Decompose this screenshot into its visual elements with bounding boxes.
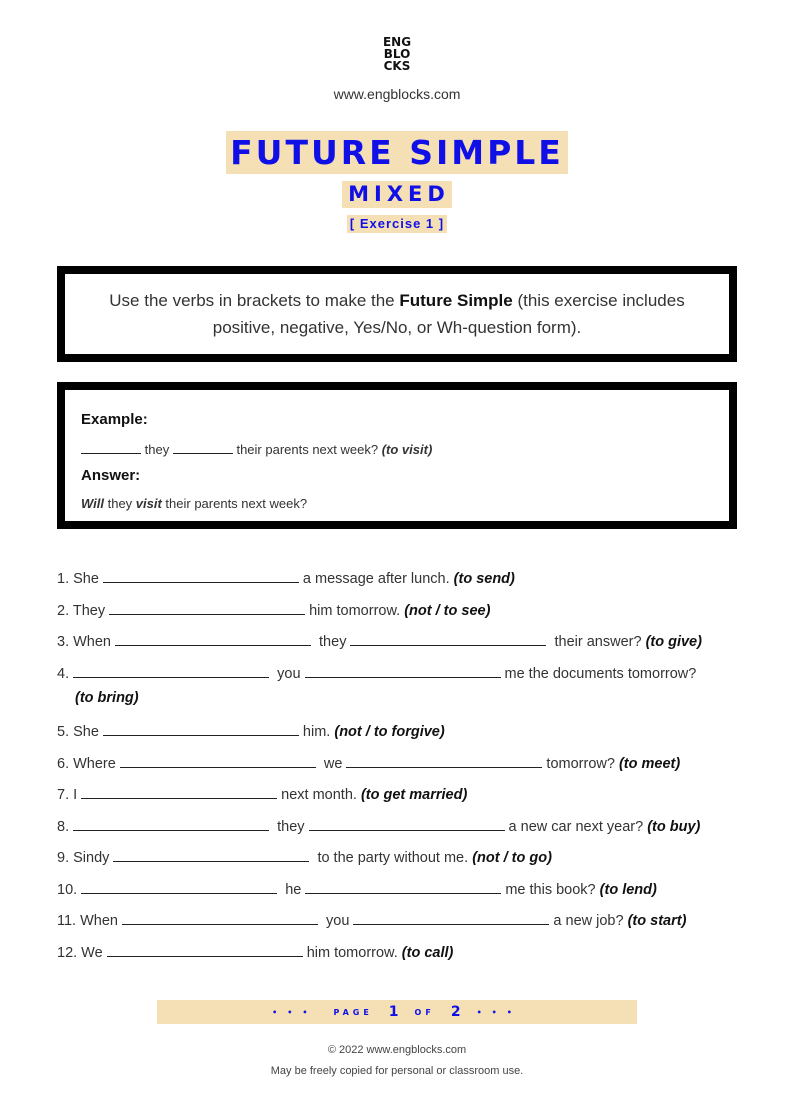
- page-indicator: [157, 1000, 637, 1024]
- answer-blank[interactable]: [305, 879, 501, 894]
- total-pages: 2: [450, 1004, 461, 1020]
- question-10: 10. he me this book? (to lend): [57, 879, 657, 898]
- hint: (to start): [627, 913, 687, 929]
- hint: (to lend): [599, 882, 657, 898]
- blank-line: [81, 441, 141, 454]
- answer-label: Answer:: [81, 467, 141, 484]
- answer-blank[interactable]: [122, 910, 318, 925]
- hint: (to give): [645, 634, 702, 650]
- blank-line: [173, 441, 233, 454]
- answer-blank[interactable]: [115, 631, 311, 646]
- hint: (not / to go): [472, 850, 552, 866]
- instructions-bold: Future Simple: [399, 291, 513, 310]
- answer-blank[interactable]: [305, 663, 501, 678]
- question-7: 7. I next month. (to get married): [57, 784, 467, 803]
- page-title: FUTURE SIMPLE: [226, 131, 568, 174]
- license-note: May be freely copied for personal or classroom use.: [270, 1065, 524, 1077]
- logo-line: ENG: [382, 35, 412, 49]
- question-2: 2. They him tomorrow. (not / to see): [57, 600, 490, 619]
- page-word: PAGE: [333, 1007, 373, 1017]
- question-1: 1. She a message after lunch. (to send): [57, 568, 515, 587]
- copyright: © 2022 www.engblocks.com: [327, 1044, 467, 1056]
- question-11: 11. When you a new job? (to start): [57, 910, 686, 929]
- hint: (to buy): [647, 819, 701, 835]
- hint: (to visit): [381, 442, 433, 457]
- page-subtitle: MIXED: [342, 181, 452, 208]
- answer-blank[interactable]: [109, 600, 305, 615]
- answer-blank[interactable]: [353, 910, 549, 925]
- logo-line: BLO: [383, 47, 411, 61]
- example-label: Example:: [81, 411, 148, 428]
- exercise-label: [ Exercise 1 ]: [347, 215, 447, 233]
- question-4-hint: [75, 690, 139, 706]
- hint: (to send): [453, 571, 515, 587]
- hint: (to meet): [618, 756, 681, 772]
- answer-blank[interactable]: [107, 942, 303, 957]
- answer-blank[interactable]: [309, 816, 505, 831]
- answer-blank[interactable]: [73, 663, 269, 678]
- instructions-box: [57, 266, 737, 362]
- current-page: 1: [388, 1004, 399, 1020]
- hint: (not / to see): [404, 603, 491, 619]
- hint: (to bring): [75, 690, 139, 706]
- answer-blank[interactable]: [350, 631, 546, 646]
- question-12: 12. We him tomorrow. (to call): [57, 942, 453, 961]
- dots-decoration: •••: [476, 1007, 522, 1017]
- answer-blank[interactable]: [103, 568, 299, 583]
- instructions-text: Use the verbs in brackets to make the Future Simple (this exercise includes positive, negative, Yes/No, or Wh-question form).: [109, 291, 685, 337]
- answer-blank[interactable]: [113, 847, 309, 862]
- site-url[interactable]: www.engblocks.com: [333, 86, 461, 102]
- hint: (to get married): [360, 787, 468, 803]
- logo-line: CKS: [383, 59, 411, 73]
- answer-blank[interactable]: [346, 753, 542, 768]
- dots-decoration: •••: [272, 1007, 318, 1017]
- question-5: 5. She him. (not / to forgive): [57, 721, 445, 740]
- question-8: 8. they a new car next year? (to buy): [57, 816, 700, 835]
- question-3: 3. When they their answer? (to give): [57, 631, 702, 650]
- of-word: OF: [414, 1007, 435, 1017]
- answer-blank[interactable]: [73, 816, 269, 831]
- question-6: 6. Where we tomorrow? (to meet): [57, 753, 680, 772]
- hint: (to call): [401, 945, 454, 961]
- logo: [0, 36, 794, 72]
- answer-blank[interactable]: [103, 721, 299, 736]
- question-9: 9. Sindy to the party without me. (not / to go): [57, 847, 552, 866]
- example-box: [57, 382, 737, 529]
- answer-blank[interactable]: [120, 753, 316, 768]
- example-question: they their parents next week? (to visit): [81, 441, 432, 457]
- question-4: 4. you me the documents tomorrow?: [57, 663, 696, 682]
- hint: (not / to forgive): [334, 724, 445, 740]
- answer-blank[interactable]: [81, 784, 277, 799]
- answer-blank[interactable]: [81, 879, 277, 894]
- example-answer: Will they visit their parents next week?: [81, 496, 308, 511]
